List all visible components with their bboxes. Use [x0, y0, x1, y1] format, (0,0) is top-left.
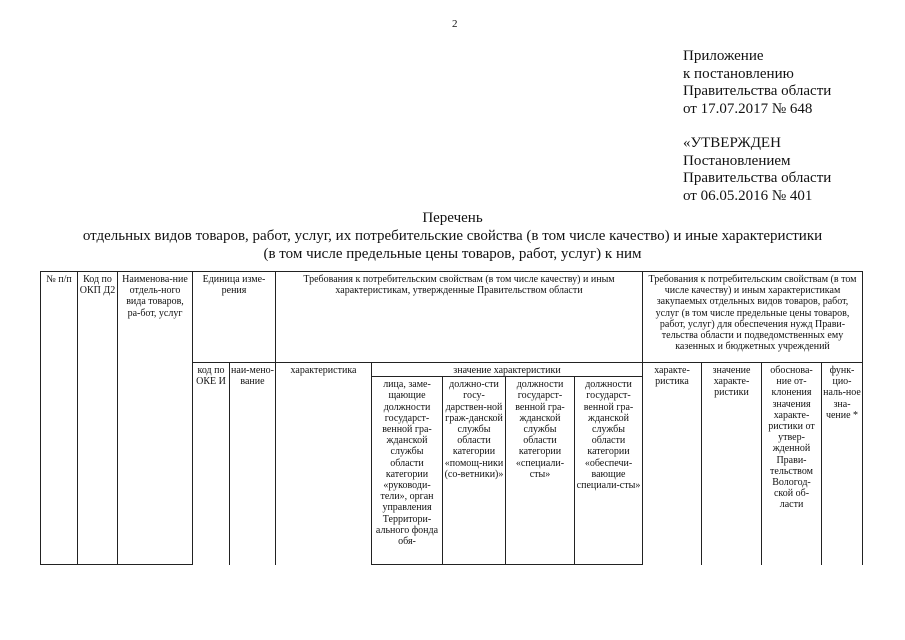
header-functional: функ-цио-наль-ное зна-чение * — [822, 363, 863, 565]
header-okei-code: код по ОКЕ И — [193, 363, 230, 565]
header-unit: Единица изме-рения — [193, 272, 276, 363]
requirements-table — [40, 271, 863, 565]
approved-line: Постановлением — [683, 152, 791, 169]
appendix-line: к постановлению — [683, 65, 794, 82]
document-subtitle-2: (в том числе предельные цены товаров, работ, услуг) к ним — [263, 246, 642, 262]
header-name: Наименова-ние отдель-ного вида товаров, ра-бот, услуг — [118, 272, 193, 565]
approved-block — [683, 135, 831, 205]
header-characteristic: характеристика — [276, 363, 372, 565]
header-req-gov: Требования к потребительским свойствам (в том числе качеству) и иным характеристикам, утвержденные Правительством области — [276, 272, 643, 363]
appendix-line: Правительства области — [683, 83, 832, 99]
appendix-block — [683, 48, 831, 118]
header-value: значение характеристики — [372, 363, 643, 377]
appendix-line: Приложение — [683, 48, 764, 64]
header-category-specialists: должности государст-венной гра-жданской службы области категории «специали-сты» — [506, 377, 575, 565]
header-value-2: значение характе-ристики — [702, 363, 762, 565]
approved-line: «УТВЕРЖДЕН — [683, 135, 781, 151]
approved-line: Правительства области — [683, 170, 832, 186]
header-num: № п/п — [41, 272, 78, 565]
approved-line: от 06.05.2016 № 401 — [683, 187, 813, 204]
header-justification: обоснова-ние от-клонения значения характе-ристики от утвер-жденной Прави-тельством Вологод-ской об-ласти — [762, 363, 822, 565]
header-characteristic-2: характе-ристика — [643, 363, 702, 565]
page-number: 2 — [452, 18, 458, 30]
header-okei-name: наи-мено-вание — [230, 363, 276, 565]
document-title: Перечень — [422, 210, 483, 226]
header-category-assistants: должно-сти госу-дарствен-ной граж-данской службы области категории «помощ-ники (со-ветники)» — [443, 377, 506, 565]
header-req-buy: Требования к потребительским свойствам (в том числе качеству) и иным характеристикам закупаемых отдельных видов товаров, работ, услуг (в том числе предельные цены товаров, работ, услуг) для обеспечения нужд Прави-тельства области и подведомственных ему казенных и бюджетных учреждений — [643, 272, 863, 363]
document-subtitle: отдельных видов товаров, работ, услуг, их потребительские свойства (в том числе качество) и иные характеристики — [82, 228, 823, 244]
header-category-heads: лица, заме-щающие должности государст-венной гра-жданской службы области категории «руководи-тели», орган управления Территори-ального фонда обя- — [372, 377, 443, 565]
appendix-line: от 17.07.2017 № 648 — [683, 100, 813, 117]
header-okpd: Код по ОКП Д2 — [78, 272, 118, 565]
header-category-support: должности государст-венной гра-жданской службы области категории «обеспечи-вающие специали-сты» — [575, 377, 643, 565]
